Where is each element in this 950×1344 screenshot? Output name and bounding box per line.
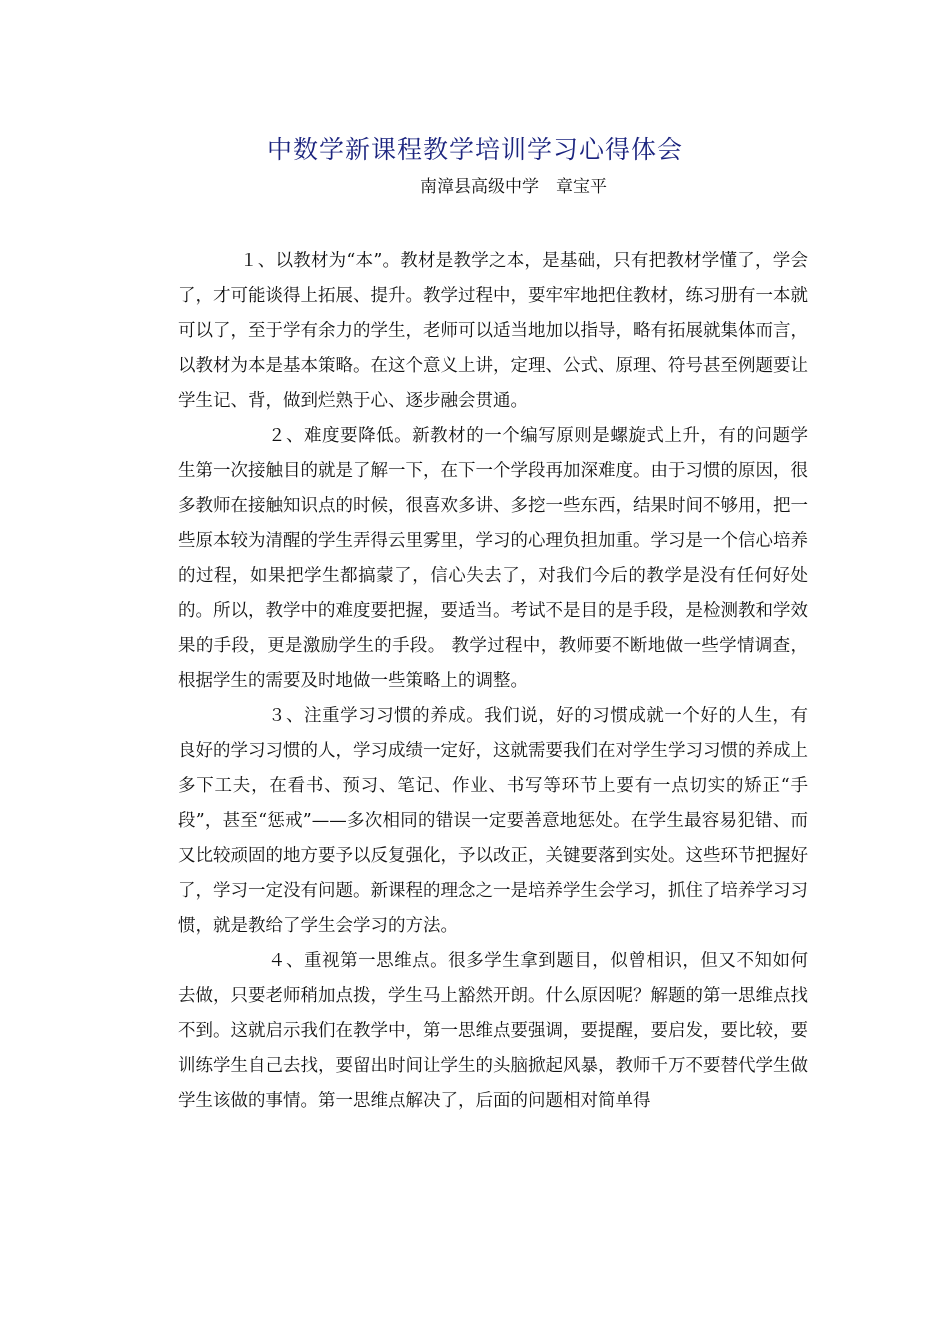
paragraph-4: ４、重视第一思维点。很多学生拿到题目，似曾相识，但又不知如何去做，只要老师稍加点拨，学生马上豁然开朗。什么原因呢？解题的第一思维点找不到。这就启示我们在教学中，第一思维点要强调，要提醒，要启发，要比较，要训练学生自己去找，要留出时间让学生的头脑掀起风暴，教师千万不要替代学生做学生该做的事情。第一思维点解决了，后面的问题相对简单得 [178, 951, 808, 1111]
document-title: 中数学新课程教学培训学习心得体会 [266, 135, 683, 164]
document-body [178, 244, 808, 1119]
paragraph-3: ３、注重学习习惯的养成。我们说，好的习惯成就一个好的人生，有良好的学习习惯的人，学习成绩一定好，这就需要我们在对学生学习习惯的养成上多下工夫，在看书、预习、笔记、作业、书写等环节上要有一点切实的矫正“手段”，甚至“惩戒”——多次相同的错误一定要善意地惩处。在学生最容易犯错、而又比较顽固的地方要予以反复强化，予以改正，关键要落到实处。这些环节把握好了，学习一定没有问题。新课程的理念之一是培养学生会学习，抓住了培养学习习惯，就是教给了学生会学习的方法。 [178, 706, 808, 936]
paragraph-1: １、以教材为“本”。教材是教学之本，是基础，只有把教材学懂了，学会了，才可能谈得上拓展、提升。教学过程中，要牢牢地把住教材，练习册有一本就可以了，至于学有余力的学生，老师可以适当地加以指导，略有拓展就集体而言，以教材为本是基本策略。在这个意义上讲，定理、公式、原理、符号甚至例题要让学生记、背，做到烂熟于心、逐步融会贯通。 [178, 251, 808, 411]
author-line: 南漳县高级中学 章宝平 [420, 177, 607, 197]
paragraph-2: ２、难度要降低。新教材的一个编写原则是螺旋式上升，有的问题学生第一次接触目的就是了解一下，在下一个学段再加深难度。由于习惯的原因，很多教师在接触知识点的时候，很喜欢多讲、多挖一些东西，结果时间不够用，把一些原本较为清醒的学生弄得云里雾里，学习的心理负担加重。学习是一个信心培养的过程，如果把学生都搞蒙了，信心失去了，对我们今后的教学是没有任何好处的。所以，教学中的难度要把握，要适当。考试不是目的是手段，是检测教和学效果的手段，更是激励学生的手段。 教学过程中，教师要不断地做一些学情调查，根据学生的需要及时地做一些策略上的调整。 [178, 426, 808, 691]
